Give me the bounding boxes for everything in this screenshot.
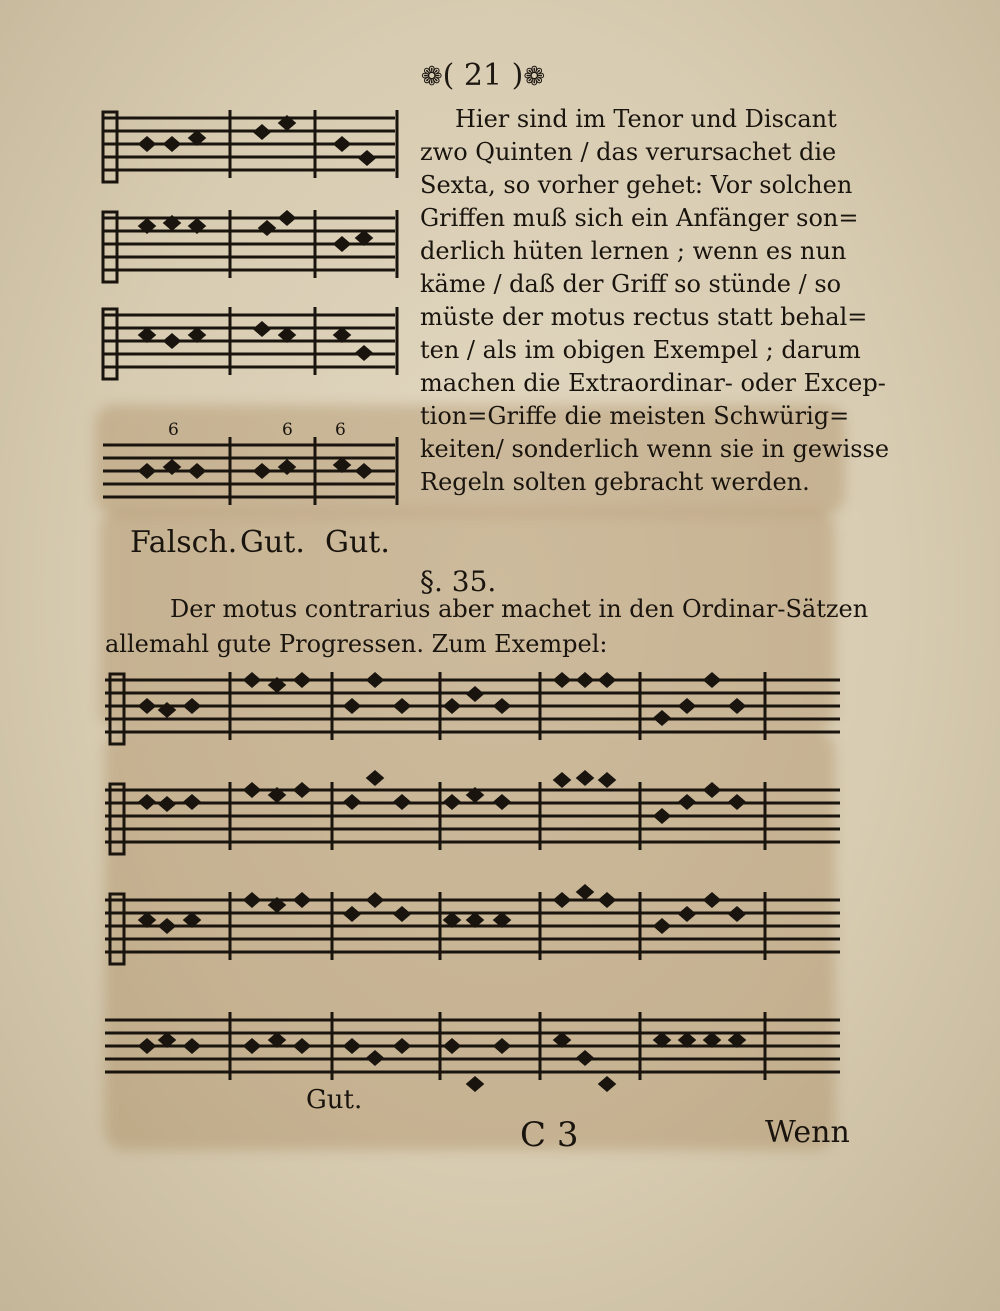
text-line: Regeln solten gebracht werden. [420, 468, 810, 496]
text-line: Der motus contrarius aber machet in den Ordinar-Sätzen [170, 595, 869, 623]
text-line: Griffen muß sich ein Anfänger son= [420, 204, 859, 232]
text-line: ten / als im obigen Exempel ; darum [420, 336, 861, 364]
text-line: Sexta, so vorher gehet: Vor solchen [420, 171, 853, 199]
figure-mark: 6 [335, 420, 346, 440]
label-gut-bottom: Gut. [306, 1085, 363, 1115]
paragraph-1 [420, 105, 890, 500]
ornament-left-icon: ❁ [420, 62, 443, 92]
text-line: müste der motus rectus statt behal= [420, 303, 868, 331]
music-example-bottom [100, 665, 840, 1105]
page-number: ( 21 ) [442, 58, 524, 93]
text-line: machen die Extraordinar- oder Excep- [420, 369, 886, 397]
text-line: keiten/ sonderlich wenn sie in gewisse [420, 435, 890, 463]
text-line: tion=Griffe die meisten Schwürig= [420, 402, 850, 430]
text-line: allemahl gute Progressen. Zum Exempel: [105, 630, 608, 658]
signature-mark: C 3 [520, 1115, 579, 1155]
label-gut: Gut. [325, 525, 390, 560]
catchword: Wenn [765, 1115, 850, 1150]
paragraph-2 [105, 595, 869, 665]
figure-mark: 6 [168, 420, 179, 440]
section-number: §. 35. [420, 565, 497, 598]
ornament-right-icon: ❁ [523, 62, 546, 92]
music-example-top [95, 100, 415, 520]
text-line: zwo Quinten / das verursachet die [420, 138, 837, 166]
label-falsch: Falsch. [130, 525, 238, 560]
text-line: käme / daß der Griff so stünde / so [420, 270, 842, 298]
label-gut: Gut. [240, 525, 305, 560]
figure-mark: 6 [282, 420, 293, 440]
text-line: derlich hüten lernen ; wenn es nun [420, 237, 847, 265]
text-line: Hier sind im Tenor und Discant [455, 105, 837, 133]
page-header [408, 58, 558, 98]
